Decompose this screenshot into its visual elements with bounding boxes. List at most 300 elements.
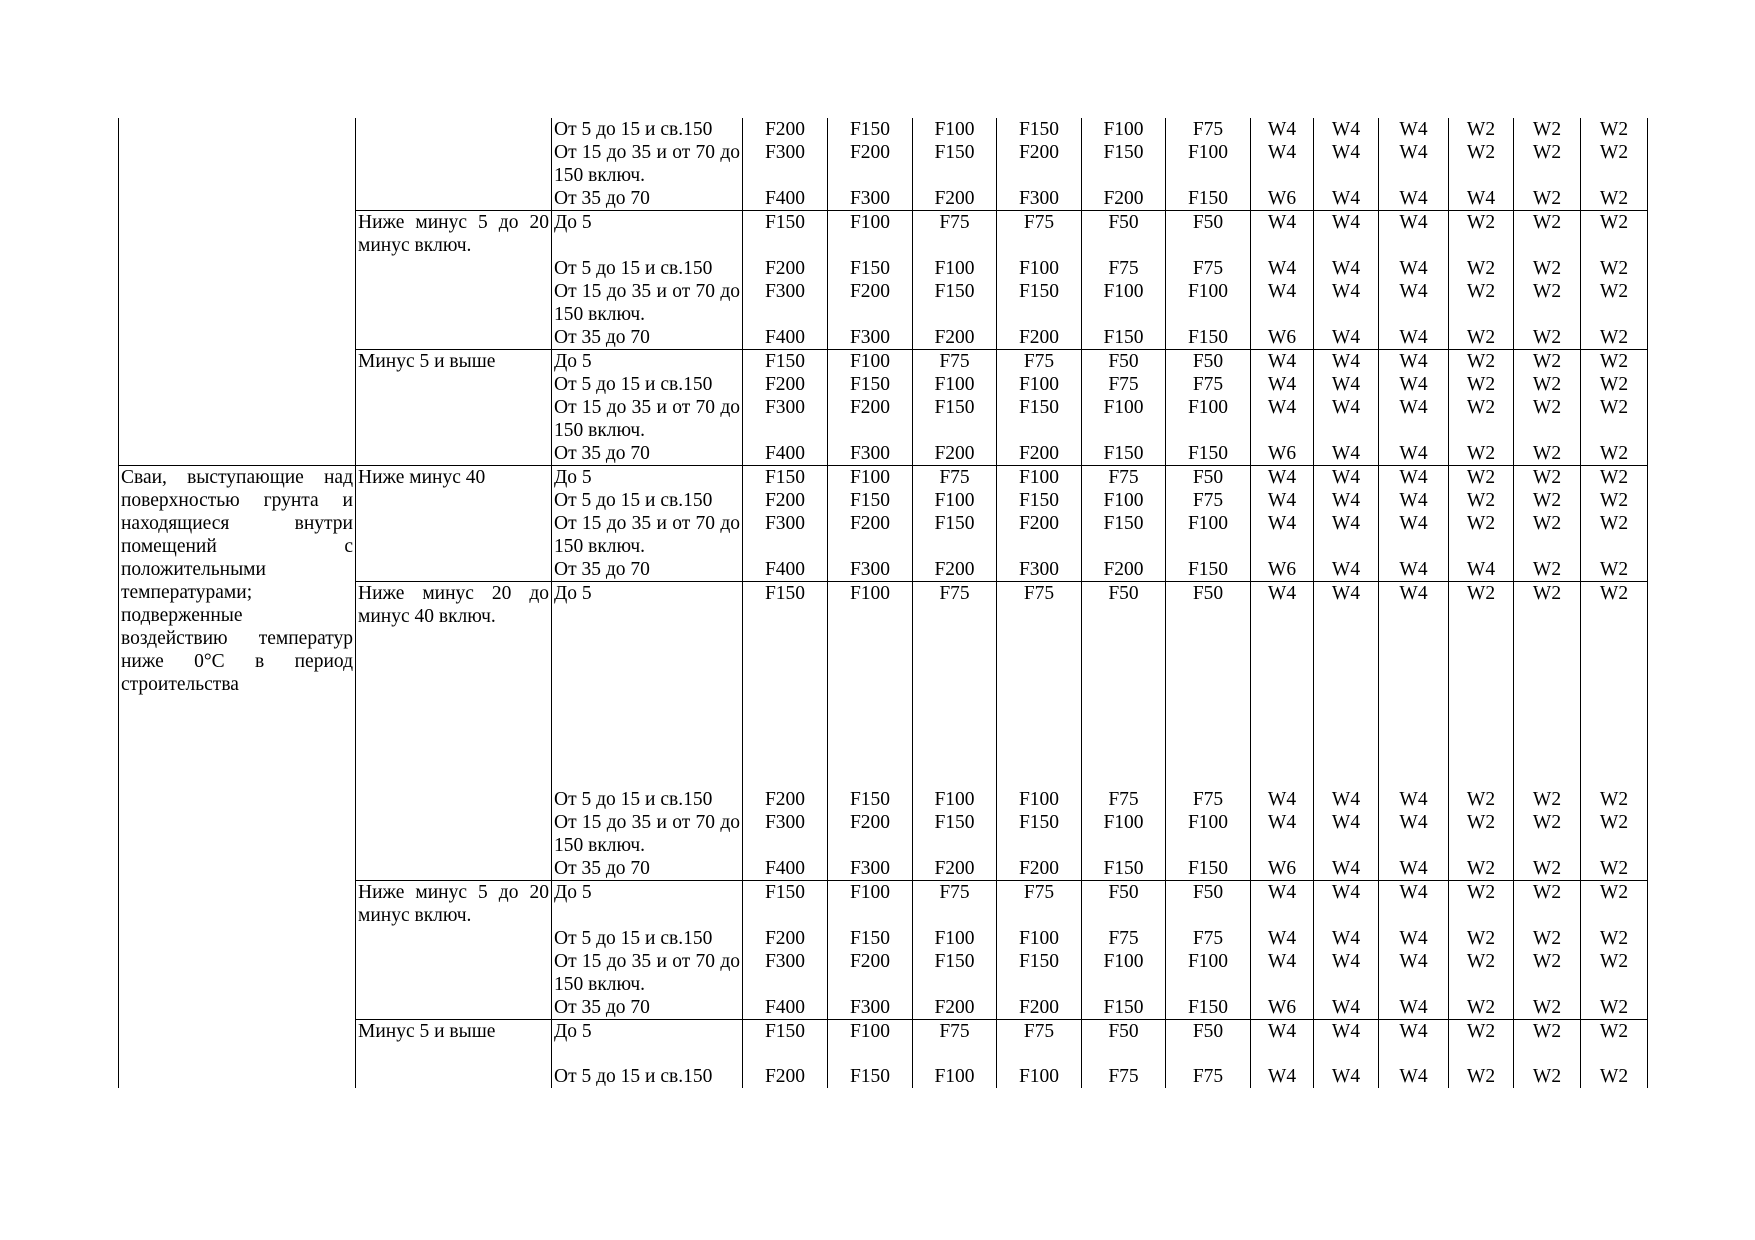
water-grade-cell: W4 <box>1449 558 1514 582</box>
frost-grade-cell: F100 <box>997 1065 1082 1088</box>
frost-grade-cell: F75 <box>997 211 1082 257</box>
water-grade-cell: W4 <box>1379 996 1449 1020</box>
frost-grade-cell: F150 <box>743 581 828 788</box>
frost-grade-cell: F50 <box>1166 465 1251 489</box>
table-row <box>119 349 1648 373</box>
frost-grade-cell: F150 <box>1082 141 1166 187</box>
water-grade-cell: W4 <box>1379 788 1449 811</box>
water-grade-cell: W4 <box>1379 442 1449 466</box>
frost-grade-cell: F50 <box>1166 881 1251 927</box>
water-grade-cell: W4 <box>1314 1019 1379 1065</box>
condition-cell: От 35 до 70 <box>552 326 743 350</box>
frost-grade-cell: F100 <box>828 211 913 257</box>
frost-grade-cell: F150 <box>828 788 913 811</box>
water-grade-cell: W6 <box>1251 996 1314 1020</box>
frost-grade-cell: F150 <box>913 512 997 558</box>
condition-cell: До 5 <box>552 465 743 489</box>
water-grade-cell: W2 <box>1581 442 1648 466</box>
water-grade-cell: W2 <box>1581 211 1648 257</box>
frost-grade-cell: F150 <box>743 1019 828 1065</box>
frost-grade-cell: F400 <box>743 442 828 466</box>
temperature-range: Минус 5 и выше <box>356 1019 552 1088</box>
frost-grade-cell: F300 <box>828 442 913 466</box>
table-row <box>119 211 1648 257</box>
water-grade-cell: W2 <box>1514 187 1581 211</box>
frost-grade-cell: F150 <box>828 118 913 141</box>
frost-grade-cell: F150 <box>1166 187 1251 211</box>
frost-grade-cell: F300 <box>743 512 828 558</box>
water-grade-cell: W2 <box>1581 581 1648 788</box>
frost-grade-cell: F150 <box>913 950 997 996</box>
frost-grade-cell: F200 <box>997 442 1082 466</box>
frost-grade-cell: F200 <box>913 442 997 466</box>
water-grade-cell: W2 <box>1581 373 1648 396</box>
water-grade-cell: W4 <box>1251 512 1314 558</box>
frost-grade-cell: F150 <box>828 927 913 950</box>
structure-description-empty <box>119 442 356 466</box>
water-grade-cell: W2 <box>1514 465 1581 489</box>
table-row <box>119 326 1648 350</box>
frost-grade-cell: F100 <box>997 257 1082 280</box>
frost-grade-cell: F75 <box>1082 257 1166 280</box>
structure-description-empty <box>119 349 356 373</box>
condition-cell: От 15 до 35 и от 70 до 150 включ. <box>552 396 743 442</box>
frost-grade-cell: F300 <box>743 811 828 857</box>
frost-grade-cell: F200 <box>913 326 997 350</box>
frost-grade-cell: F75 <box>1166 118 1251 141</box>
water-grade-cell: W4 <box>1314 442 1379 466</box>
water-grade-cell: W2 <box>1581 118 1648 141</box>
water-grade-cell: W2 <box>1449 881 1514 927</box>
water-grade-cell: W6 <box>1251 326 1314 350</box>
water-grade-cell: W2 <box>1581 349 1648 373</box>
water-grade-cell: W4 <box>1251 396 1314 442</box>
water-grade-cell: W2 <box>1514 881 1581 927</box>
frost-grade-cell: F150 <box>913 811 997 857</box>
water-grade-cell: W2 <box>1514 788 1581 811</box>
water-grade-cell: W4 <box>1314 950 1379 996</box>
frost-grade-cell: F100 <box>1166 811 1251 857</box>
frost-grade-cell: F75 <box>1082 1065 1166 1088</box>
condition-cell: От 15 до 35 и от 70 до 150 включ. <box>552 141 743 187</box>
frost-grade-cell: F150 <box>1166 558 1251 582</box>
frost-grade-cell: F100 <box>828 465 913 489</box>
frost-grade-cell: F75 <box>997 881 1082 927</box>
water-grade-cell: W4 <box>1314 118 1379 141</box>
water-grade-cell: W2 <box>1514 811 1581 857</box>
water-grade-cell: W4 <box>1314 1065 1379 1088</box>
water-grade-cell: W4 <box>1379 257 1449 280</box>
frost-grade-cell: F200 <box>1082 558 1166 582</box>
water-grade-cell: W6 <box>1251 558 1314 582</box>
water-grade-cell: W4 <box>1314 788 1379 811</box>
water-grade-cell: W2 <box>1449 950 1514 996</box>
structure-description: Сваи, выступающие над поверхностью грунта и находящиеся внутри помещений с положительными температурами; подверженные воздействию температур ниже 0°С в период строительства <box>119 465 356 1088</box>
water-grade-cell: W4 <box>1379 396 1449 442</box>
water-grade-cell: W4 <box>1379 927 1449 950</box>
water-grade-cell: W2 <box>1581 996 1648 1020</box>
frost-grade-cell: F75 <box>1082 373 1166 396</box>
frost-grade-cell: F150 <box>743 349 828 373</box>
frost-grade-cell: F75 <box>1166 788 1251 811</box>
water-grade-cell: W4 <box>1379 326 1449 350</box>
water-grade-cell: W4 <box>1314 996 1379 1020</box>
frost-grade-cell: F150 <box>1082 512 1166 558</box>
water-grade-cell: W4 <box>1379 349 1449 373</box>
condition-cell: От 15 до 35 и от 70 до 150 включ. <box>552 950 743 996</box>
water-grade-cell: W2 <box>1514 396 1581 442</box>
water-grade-cell: W4 <box>1379 211 1449 257</box>
frost-grade-cell: F300 <box>828 187 913 211</box>
water-grade-cell: W4 <box>1251 811 1314 857</box>
condition-cell: От 5 до 15 и св.150 <box>552 1065 743 1088</box>
water-grade-cell: W4 <box>1379 280 1449 326</box>
water-grade-cell: W2 <box>1514 326 1581 350</box>
frost-grade-cell: F150 <box>997 280 1082 326</box>
water-grade-cell: W4 <box>1379 558 1449 582</box>
water-grade-cell: W2 <box>1449 857 1514 881</box>
table-row <box>119 141 1648 187</box>
water-grade-cell: W2 <box>1514 211 1581 257</box>
frost-grade-cell: F50 <box>1166 211 1251 257</box>
water-grade-cell: W4 <box>1314 373 1379 396</box>
condition-cell: От 35 до 70 <box>552 996 743 1020</box>
frost-grade-cell: F200 <box>913 857 997 881</box>
frost-grade-cell: F50 <box>1166 349 1251 373</box>
water-grade-cell: W4 <box>1379 1065 1449 1088</box>
water-grade-cell: W4 <box>1379 118 1449 141</box>
frost-grade-cell: F300 <box>997 187 1082 211</box>
frost-grade-cell: F100 <box>828 349 913 373</box>
frost-grade-cell: F200 <box>997 512 1082 558</box>
condition-cell: До 5 <box>552 1019 743 1065</box>
condition-cell: От 5 до 15 и св.150 <box>552 927 743 950</box>
frost-grade-cell: F100 <box>913 489 997 512</box>
frost-grade-cell: F150 <box>1166 442 1251 466</box>
water-grade-cell: W4 <box>1251 141 1314 187</box>
frost-grade-cell: F200 <box>828 512 913 558</box>
frost-grade-cell: F100 <box>1082 811 1166 857</box>
frost-grade-cell: F75 <box>1166 927 1251 950</box>
frost-grade-cell: F200 <box>997 141 1082 187</box>
table-row <box>119 118 1648 141</box>
water-grade-cell: W2 <box>1449 465 1514 489</box>
frost-grade-cell: F50 <box>1082 581 1166 788</box>
frost-grade-cell: F100 <box>997 927 1082 950</box>
water-grade-cell: W4 <box>1251 950 1314 996</box>
water-grade-cell: W2 <box>1449 280 1514 326</box>
water-grade-cell: W4 <box>1314 280 1379 326</box>
water-grade-cell: W2 <box>1581 465 1648 489</box>
frost-grade-cell: F200 <box>743 373 828 396</box>
water-grade-cell: W4 <box>1251 118 1314 141</box>
frost-grade-cell: F100 <box>1082 118 1166 141</box>
water-grade-cell: W2 <box>1449 811 1514 857</box>
water-grade-cell: W4 <box>1314 326 1379 350</box>
frost-grade-cell: F100 <box>997 788 1082 811</box>
frost-grade-cell: F300 <box>828 558 913 582</box>
frost-grade-cell: F150 <box>1082 996 1166 1020</box>
frost-grade-cell: F50 <box>1082 211 1166 257</box>
condition-cell: От 5 до 15 и св.150 <box>552 788 743 811</box>
frost-grade-cell: F150 <box>743 211 828 257</box>
water-grade-cell: W2 <box>1581 280 1648 326</box>
frost-grade-cell: F100 <box>1082 396 1166 442</box>
condition-cell: От 5 до 15 и св.150 <box>552 118 743 141</box>
table-row <box>119 396 1648 442</box>
water-grade-cell: W2 <box>1449 996 1514 1020</box>
water-grade-cell: W2 <box>1581 950 1648 996</box>
frost-grade-cell: F100 <box>997 373 1082 396</box>
condition-cell: До 5 <box>552 211 743 257</box>
water-grade-cell: W4 <box>1251 280 1314 326</box>
table-row <box>119 280 1648 326</box>
frost-grade-cell: F75 <box>1166 1065 1251 1088</box>
table-row <box>119 373 1648 396</box>
frost-grade-cell: F200 <box>743 257 828 280</box>
frost-grade-cell: F100 <box>913 1065 997 1088</box>
frost-grade-cell: F200 <box>828 396 913 442</box>
water-grade-cell: W2 <box>1514 257 1581 280</box>
water-grade-cell: W4 <box>1251 1019 1314 1065</box>
frost-grade-cell: F75 <box>1166 373 1251 396</box>
water-grade-cell: W4 <box>1314 857 1379 881</box>
water-grade-cell: W2 <box>1449 349 1514 373</box>
structure-description-empty <box>119 396 356 442</box>
water-grade-cell: W2 <box>1449 788 1514 811</box>
frost-grade-cell: F100 <box>1166 280 1251 326</box>
frost-grade-cell: F75 <box>913 465 997 489</box>
frost-grade-cell: F200 <box>913 187 997 211</box>
frost-grade-cell: F100 <box>1082 280 1166 326</box>
water-grade-cell: W4 <box>1251 349 1314 373</box>
water-grade-cell: W6 <box>1251 187 1314 211</box>
water-grade-cell: W2 <box>1514 489 1581 512</box>
frost-grade-cell: F100 <box>913 118 997 141</box>
condition-cell: До 5 <box>552 349 743 373</box>
structure-description-empty <box>119 257 356 280</box>
structure-description-empty <box>119 187 356 211</box>
water-grade-cell: W2 <box>1514 512 1581 558</box>
water-grade-cell: W2 <box>1581 1065 1648 1088</box>
frost-grade-cell: F200 <box>828 280 913 326</box>
water-grade-cell: W4 <box>1314 396 1379 442</box>
frost-grade-cell: F200 <box>743 489 828 512</box>
water-grade-cell: W2 <box>1449 512 1514 558</box>
condition-cell: До 5 <box>552 581 743 788</box>
water-grade-cell: W2 <box>1581 141 1648 187</box>
frost-grade-cell: F300 <box>743 141 828 187</box>
table-body <box>119 118 1648 1088</box>
frost-grade-cell: F150 <box>997 118 1082 141</box>
water-grade-cell: W2 <box>1581 512 1648 558</box>
water-grade-cell: W2 <box>1449 581 1514 788</box>
condition-cell: От 15 до 35 и от 70 до 150 включ. <box>552 512 743 558</box>
table-row <box>119 442 1648 466</box>
water-grade-cell: W2 <box>1449 1019 1514 1065</box>
water-grade-cell: W4 <box>1314 927 1379 950</box>
water-grade-cell: W2 <box>1514 996 1581 1020</box>
temperature-range: Ниже минус 20 до минус 40 включ. <box>356 581 552 881</box>
frost-grade-cell: F100 <box>1082 950 1166 996</box>
frost-grade-cell: F100 <box>913 373 997 396</box>
frost-grade-cell: F75 <box>997 349 1082 373</box>
condition-cell: От 35 до 70 <box>552 857 743 881</box>
water-grade-cell: W4 <box>1314 581 1379 788</box>
water-grade-cell: W2 <box>1449 257 1514 280</box>
frost-grade-cell: F300 <box>828 857 913 881</box>
frost-grade-cell: F150 <box>913 280 997 326</box>
frost-grade-cell: F100 <box>828 581 913 788</box>
frost-grade-cell: F200 <box>997 857 1082 881</box>
frost-grade-cell: F150 <box>743 465 828 489</box>
table-row <box>119 257 1648 280</box>
frost-grade-cell: F150 <box>1166 326 1251 350</box>
frost-grade-cell: F50 <box>1082 1019 1166 1065</box>
water-grade-cell: W4 <box>1251 581 1314 788</box>
frost-grade-cell: F50 <box>1082 881 1166 927</box>
condition-cell: От 15 до 35 и от 70 до 150 включ. <box>552 280 743 326</box>
water-grade-cell: W2 <box>1581 257 1648 280</box>
frost-grade-cell: F150 <box>828 373 913 396</box>
frost-grade-cell: F150 <box>913 396 997 442</box>
frost-grade-cell: F200 <box>997 326 1082 350</box>
water-grade-cell: W2 <box>1449 927 1514 950</box>
water-grade-cell: W4 <box>1314 257 1379 280</box>
frost-grade-cell: F50 <box>1166 1019 1251 1065</box>
water-grade-cell: W4 <box>1251 373 1314 396</box>
frost-grade-cell: F100 <box>828 881 913 927</box>
water-grade-cell: W2 <box>1581 788 1648 811</box>
frost-grade-cell: F150 <box>997 811 1082 857</box>
water-grade-cell: W2 <box>1449 373 1514 396</box>
frost-grade-cell: F300 <box>997 558 1082 582</box>
frost-grade-cell: F75 <box>1082 927 1166 950</box>
water-grade-cell: W2 <box>1514 349 1581 373</box>
frost-grade-cell: F75 <box>1082 788 1166 811</box>
frost-grade-cell: F150 <box>913 141 997 187</box>
frost-grade-cell: F100 <box>1082 489 1166 512</box>
water-grade-cell: W2 <box>1449 396 1514 442</box>
frost-grade-cell: F150 <box>1166 996 1251 1020</box>
frost-grade-cell: F200 <box>828 811 913 857</box>
water-grade-cell: W2 <box>1449 1065 1514 1088</box>
water-grade-cell: W4 <box>1314 512 1379 558</box>
structure-description-empty <box>119 118 356 141</box>
frost-grade-cell: F100 <box>1166 396 1251 442</box>
water-grade-cell: W4 <box>1379 881 1449 927</box>
water-grade-cell: W2 <box>1514 927 1581 950</box>
water-grade-cell: W2 <box>1514 558 1581 582</box>
condition-cell: До 5 <box>552 881 743 927</box>
frost-grade-cell: F150 <box>828 1065 913 1088</box>
frost-grade-cell: F200 <box>828 950 913 996</box>
water-grade-cell: W4 <box>1314 881 1379 927</box>
water-grade-cell: W4 <box>1379 512 1449 558</box>
water-grade-cell: W4 <box>1251 465 1314 489</box>
frost-grade-cell: F100 <box>997 465 1082 489</box>
frost-grade-cell: F300 <box>743 280 828 326</box>
table-row <box>119 187 1648 211</box>
frost-grade-cell: F200 <box>743 788 828 811</box>
frost-grade-cell: F50 <box>1082 349 1166 373</box>
frost-grade-cell: F75 <box>913 349 997 373</box>
water-grade-cell: W2 <box>1449 141 1514 187</box>
water-grade-cell: W4 <box>1314 141 1379 187</box>
frost-grade-cell: F400 <box>743 326 828 350</box>
water-grade-cell: W2 <box>1449 118 1514 141</box>
frost-grade-cell: F75 <box>913 211 997 257</box>
temperature-range: Минус 5 и выше <box>356 349 552 465</box>
water-grade-cell: W2 <box>1581 326 1648 350</box>
frost-grade-cell: F200 <box>913 558 997 582</box>
structure-description-empty <box>119 211 356 257</box>
water-grade-cell: W2 <box>1514 950 1581 996</box>
temperature-range: Ниже минус 40 <box>356 465 552 581</box>
water-grade-cell: W4 <box>1379 857 1449 881</box>
frost-grade-cell: F50 <box>1166 581 1251 788</box>
frost-grade-cell: F150 <box>828 489 913 512</box>
temperature-range: Ниже минус 5 до 20 минус включ. <box>356 881 552 1020</box>
frost-grade-cell: F400 <box>743 187 828 211</box>
frost-resistance-table <box>118 118 1648 1088</box>
condition-cell: От 5 до 15 и св.150 <box>552 257 743 280</box>
water-grade-cell: W4 <box>1251 881 1314 927</box>
water-grade-cell: W4 <box>1314 558 1379 582</box>
frost-grade-cell: F200 <box>828 141 913 187</box>
frost-grade-cell: F100 <box>913 257 997 280</box>
frost-grade-cell: F100 <box>1166 512 1251 558</box>
temperature-range: Ниже минус 5 до 20 минус включ. <box>356 211 552 350</box>
water-grade-cell: W2 <box>1449 442 1514 466</box>
frost-grade-cell: F100 <box>1166 950 1251 996</box>
temperature-range <box>356 118 552 211</box>
frost-grade-cell: F200 <box>913 996 997 1020</box>
frost-grade-cell: F300 <box>743 950 828 996</box>
frost-grade-cell: F100 <box>1166 141 1251 187</box>
water-grade-cell: W2 <box>1514 118 1581 141</box>
frost-grade-cell: F100 <box>913 927 997 950</box>
water-grade-cell: W2 <box>1514 1019 1581 1065</box>
condition-cell: От 35 до 70 <box>552 558 743 582</box>
frost-grade-cell: F150 <box>997 489 1082 512</box>
condition-cell: От 15 до 35 и от 70 до 150 включ. <box>552 811 743 857</box>
water-grade-cell: W4 <box>1379 465 1449 489</box>
frost-grade-cell: F300 <box>828 326 913 350</box>
water-grade-cell: W2 <box>1581 558 1648 582</box>
water-grade-cell: W4 <box>1314 187 1379 211</box>
water-grade-cell: W6 <box>1251 857 1314 881</box>
frost-grade-cell: F150 <box>997 950 1082 996</box>
frost-grade-cell: F400 <box>743 558 828 582</box>
condition-cell: От 5 до 15 и св.150 <box>552 489 743 512</box>
frost-grade-cell: F150 <box>1082 442 1166 466</box>
frost-grade-cell: F150 <box>997 396 1082 442</box>
water-grade-cell: W2 <box>1514 581 1581 788</box>
frost-grade-cell: F150 <box>743 881 828 927</box>
frost-grade-cell: F300 <box>828 996 913 1020</box>
water-grade-cell: W2 <box>1581 489 1648 512</box>
water-grade-cell: W4 <box>1379 950 1449 996</box>
water-grade-cell: W4 <box>1314 349 1379 373</box>
frost-grade-cell: F100 <box>828 1019 913 1065</box>
condition-cell: От 5 до 15 и св.150 <box>552 373 743 396</box>
water-grade-cell: W4 <box>1379 373 1449 396</box>
frost-grade-cell: F75 <box>997 581 1082 788</box>
water-grade-cell: W4 <box>1251 1065 1314 1088</box>
frost-grade-cell: F75 <box>913 581 997 788</box>
condition-cell: От 35 до 70 <box>552 187 743 211</box>
